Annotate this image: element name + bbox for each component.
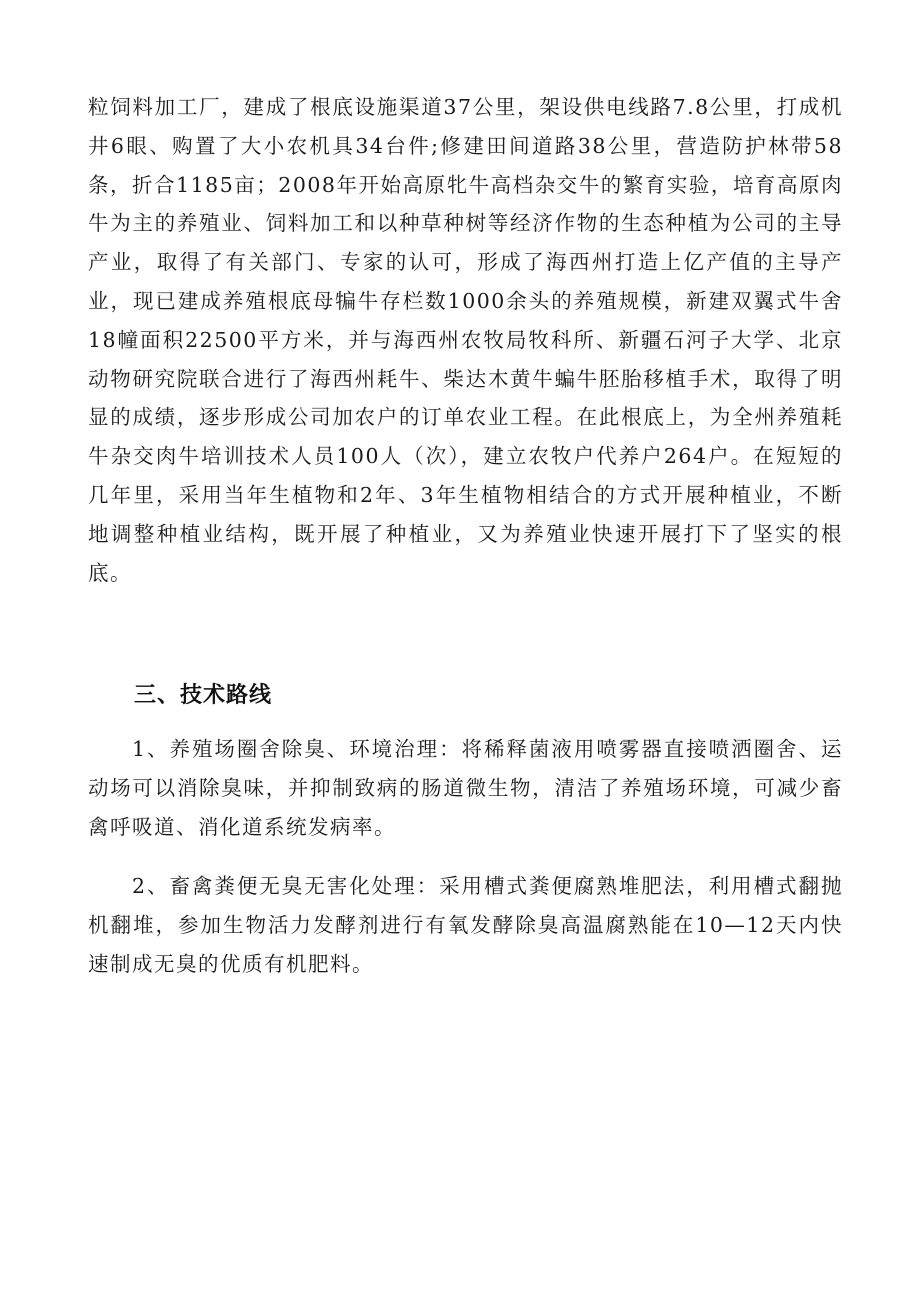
technical-route-item-1: 1、养殖场圈舍除臭、环境治理：将稀释菌液用喷雾器直接喷洒圈舍、运动场可以消除臭味，并抑制致病的肠道微生物，清洁了养殖场环境，可减少畜禽呼吸道、消化道系统发病率。 <box>88 737 843 839</box>
technical-route-item-2: 2、畜禽粪便无臭无害化处理：采用槽式粪便腐熟堆肥法，利用槽式翻抛机翻堆，参加生物活力发酵剂进行有氧发酵除臭高温腐熟能在10—12天内快速制成无臭的优质有机肥料。 <box>88 874 843 976</box>
section-heading: 三、技术路线 <box>134 683 273 708</box>
intro-paragraph: 粒饲料加工厂，建成了根底设施渠道37公里，架设供电线路7.8公里，打成机井6眼、购置了大小农机具34台件;修建田间道路38公里，营造防护林带58条，折合1185亩；2008年开始高原牝牛高档杂交牛的繁育实验，培育高原肉牛为主的养殖业、饲料加工和以种草种树等经济作物的生态种植为公司的主导产业，取得了有关部门、专家的认可，形成了海西州打造上亿产值的主导产业，现已建成养殖根底母犏牛存栏数1000余头的养殖规模，新建双翼式牛舍18幢面积22500平方米，并与海西州农牧局牧科所、新疆石河子大学、北京动物研究院联合进行了海西州耗牛、柴达木黄牛蝙牛胚胎移植手术，取得了明显的成绩，逐步形成公司加农户的订单农业工程。在此根底上，为全州养殖耗牛杂交肉牛培训技术人员100人（次），建立农牧户代养户264户。在短短的几年里，采用当年生植物和2年、3年生植物相结合的方式开展种植业，不断地调整种植业结构，既开展了种植业，又为养殖业快速开展打下了坚实的根底。 <box>88 95 843 585</box>
